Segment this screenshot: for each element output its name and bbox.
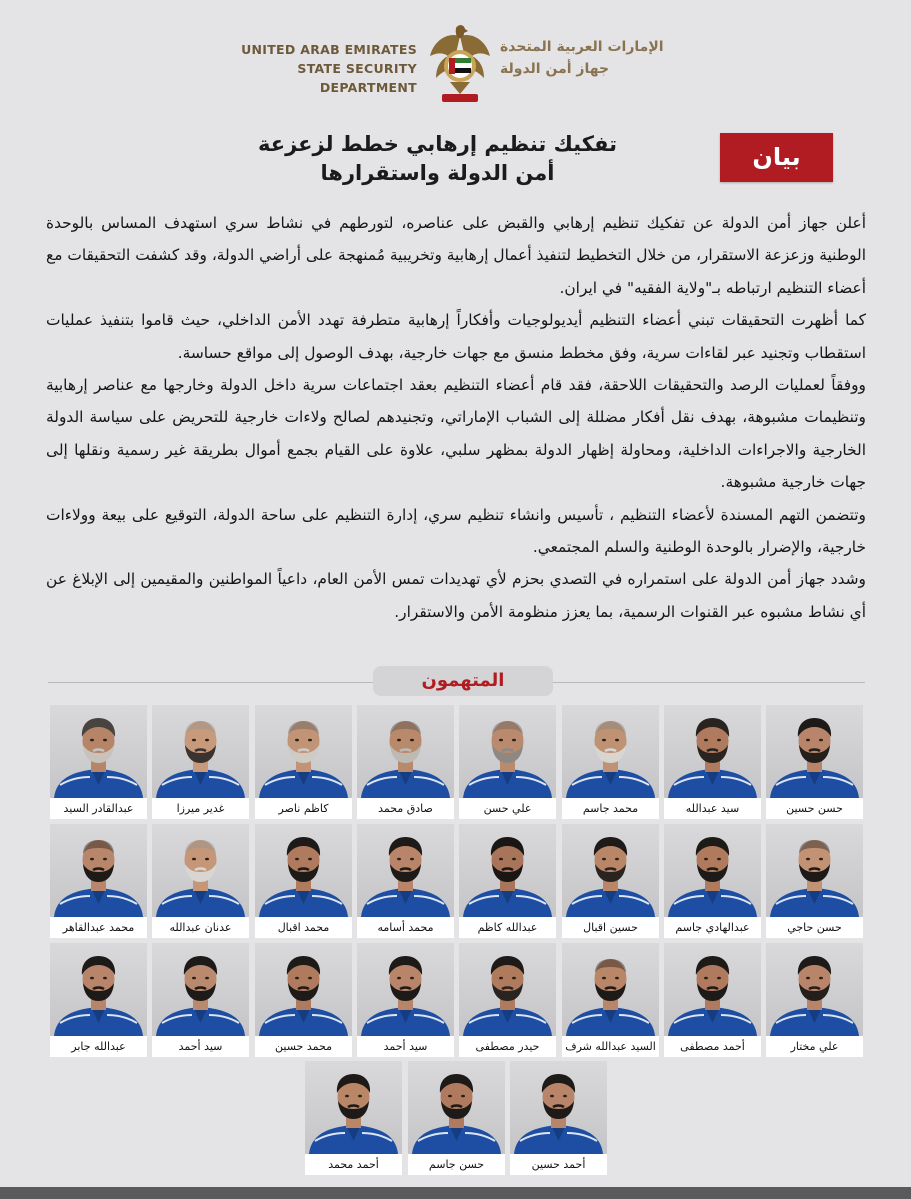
accused-photo <box>357 943 454 1036</box>
accused-photo <box>50 943 147 1036</box>
accused-name: سيد عبدالله <box>664 798 761 819</box>
header-ar-line2: جهاز أمن الدولة <box>500 61 610 77</box>
accused-card <box>255 705 352 819</box>
accused-photo <box>50 705 147 798</box>
accused-card <box>562 824 659 938</box>
accused-card <box>766 705 863 819</box>
accused-card <box>459 705 556 819</box>
accused-card <box>357 824 454 938</box>
accused-card <box>510 1061 607 1175</box>
accused-name: عبدالهادي جاسم <box>664 917 761 938</box>
accused-photo <box>459 705 556 798</box>
accused-heading: المتهمون <box>373 666 553 696</box>
accused-name: السيد عبدالله شرف <box>562 1036 659 1057</box>
accused-photo <box>152 943 249 1036</box>
accused-name: عبدالله كاظم <box>459 917 556 938</box>
accused-name: أحمد مصطفى <box>664 1036 761 1057</box>
accused-name: علي مختار <box>766 1036 863 1057</box>
header-en-line2: STATE SECURITY DEPARTMENT <box>297 61 417 95</box>
accused-photo <box>562 824 659 917</box>
paragraph-3: ووفقاً لعمليات الرصد والتحقيقات اللاحقة، فقد قام أعضاء التنظيم بعقد اجتماعات سرية داخل الدولة وخارجها مع عناصر إرهابية وتنظيمات مشبوهة، بهدف نقل أفكار مضللة إلى الشباب الإماراتي، وتجنيدهم لصالح ولاءات خارجية للتحريض على سياسة الدولة الخارجية والاجراءات الداخلية، ومحاولة إظهار الدولة بمظهر سلبي، علاوة على القيام بجمع أموال بطريقة غير رسمية ونقلها إلى جهات خارجية مشبوهة. <box>46 376 866 492</box>
accused-card <box>766 943 863 1057</box>
accused-name: سيد أحمد <box>357 1036 454 1057</box>
accused-card <box>305 1061 402 1175</box>
accused-photo <box>510 1061 607 1154</box>
accused-photo <box>357 705 454 798</box>
title-line2: أمن الدولة واستقرارها <box>320 161 555 185</box>
accused-photo <box>152 705 249 798</box>
accused-card <box>255 943 352 1057</box>
accused-name: حسن حاجي <box>766 917 863 938</box>
accused-name: محمد حسين <box>255 1036 352 1057</box>
accused-photo <box>408 1061 505 1154</box>
accused-name: حسين اقبال <box>562 917 659 938</box>
accused-card <box>50 943 147 1057</box>
accused-photo <box>664 824 761 917</box>
accused-name: عدنان عبدالله <box>152 917 249 938</box>
accused-name: حسن جاسم <box>408 1154 505 1175</box>
accused-card <box>152 705 249 819</box>
accused-photo <box>305 1061 402 1154</box>
accused-card <box>459 943 556 1057</box>
accused-card <box>255 824 352 938</box>
accused-card <box>562 705 659 819</box>
accused-photo <box>664 705 761 798</box>
accused-name: غدير ميرزا <box>152 798 249 819</box>
accused-name: محمد جاسم <box>562 798 659 819</box>
accused-photo <box>459 824 556 917</box>
accused-photo <box>357 824 454 917</box>
statement-badge: بيان <box>720 133 833 182</box>
accused-photo <box>766 705 863 798</box>
accused-card <box>562 943 659 1057</box>
accused-name: محمد عبدالقاهر <box>50 917 147 938</box>
accused-photo <box>255 705 352 798</box>
footer-bar <box>0 1187 911 1199</box>
accused-name: محمد اقبال <box>255 917 352 938</box>
accused-card <box>152 943 249 1057</box>
accused-name: علي حسن <box>459 798 556 819</box>
accused-photo <box>664 943 761 1036</box>
title-line1: تفكيك تنظيم إرهابي خطط لزعزعة <box>258 132 617 156</box>
accused-card <box>152 824 249 938</box>
accused-photo <box>459 943 556 1036</box>
accused-card <box>766 824 863 938</box>
accused-photo <box>152 824 249 917</box>
accused-name: عبدالقادر السيد <box>50 798 147 819</box>
accused-name: حيدر مصطفى <box>459 1036 556 1057</box>
accused-name: صادق محمد <box>357 798 454 819</box>
accused-name: أحمد محمد <box>305 1154 402 1175</box>
accused-name: محمد أسامه <box>357 917 454 938</box>
accused-card <box>357 943 454 1057</box>
paragraph-2: كما أظهرت التحقيقات تبني أعضاء التنظيم أيديولوجيات وأفكاراً إرهابية متطرفة تهدد الأمن الداخلي، حيث قاموا بتنفيذ عمليات استقطاب وتجنيد عبر لقاءات سرية، وفق مخطط منسق مع جهات خارجية، بهدف الوصول إلى مواقع حساسة. <box>46 311 866 362</box>
accused-photo <box>562 943 659 1036</box>
accused-name: سيد أحمد <box>152 1036 249 1057</box>
accused-photo <box>562 705 659 798</box>
header-en-line1: UNITED ARAB EMIRATES <box>241 42 417 57</box>
accused-photo <box>255 824 352 917</box>
accused-card <box>50 705 147 819</box>
accused-photo <box>766 824 863 917</box>
accused-photo <box>255 943 352 1036</box>
header-ar-line1: الإمارات العربية المتحدة <box>500 39 664 55</box>
paragraph-1: أعلن جهاز أمن الدولة عن تفكيك تنظيم إرهابي والقبض على عناصره، لتورطهم في نشاط سري استهدف المساس بالوحدة الوطنية وزعزعة الاستقرار، من خلال التخطيط لتنفيذ أعمال إرهابية وتخريبية مُمنهجة على أراضي الدولة، وقد كشفت التحقيقات مع أعضاء التنظيم ارتباطه بـ"ولاية الفقيه" في ايران. <box>46 214 866 297</box>
paragraph-5: وشدد جهاز أمن الدولة على استمراره في التصدي بحزم لأي تهديدات تمس الأمن العام، داعياً المواطنين والمقيمين إلى الإبلاغ عن أي نشاط مشبوه عبر القنوات الرسمية، بما يعزز منظومة الأمن والاستقرار. <box>46 570 866 621</box>
accused-name: كاظم ناصر <box>255 798 352 819</box>
accused-photo <box>50 824 147 917</box>
accused-name: حسن حسين <box>766 798 863 819</box>
accused-card <box>664 824 761 938</box>
accused-card <box>50 824 147 938</box>
accused-card <box>357 705 454 819</box>
accused-name: عبدالله جابر <box>50 1036 147 1057</box>
accused-photo <box>766 943 863 1036</box>
accused-card <box>459 824 556 938</box>
accused-name: أحمد حسين <box>510 1154 607 1175</box>
paragraph-4: وتتضمن التهم المسندة لأعضاء التنظيم ، تأسيس وانشاء تنظيم سري، إدارة التنظيم على ساحة الدولة، التوقيع على بيعة وولاءات خارجية، والإضرار بالوحدة الوطنية والسلم المجتمعي. <box>46 505 866 557</box>
accused-card <box>664 943 761 1057</box>
accused-card <box>664 705 761 819</box>
accused-card <box>408 1061 505 1175</box>
